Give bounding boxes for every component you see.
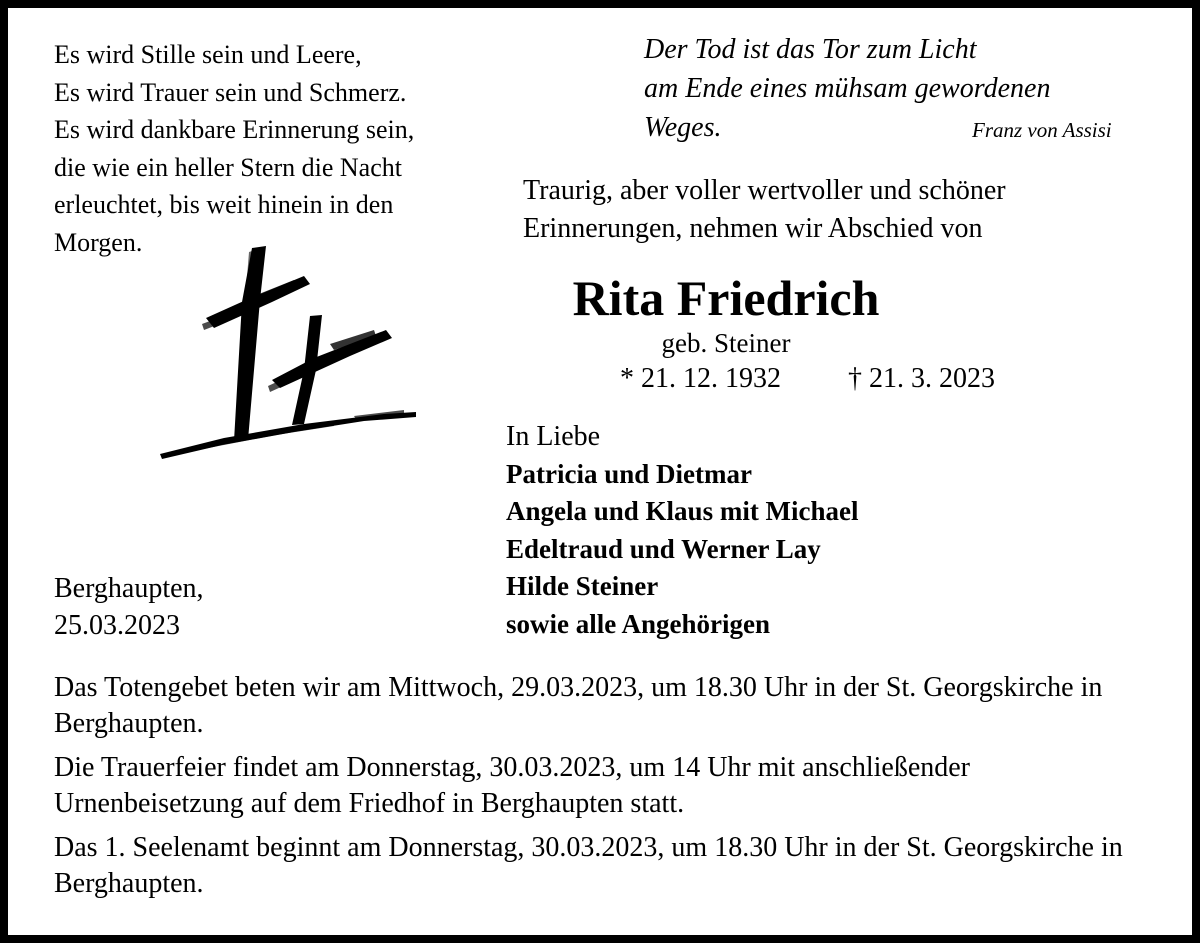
poem-line: die wie ein heller Stern die Nacht [54, 152, 402, 182]
mourners [506, 418, 1006, 643]
intro-line: Erinnerungen, nehmen wir Abschied von [523, 213, 983, 244]
intro-line: Traurig, aber voller wertvoller und schöner [523, 175, 1006, 206]
quote-line: am Ende eines mühsam gewordenen [644, 73, 1051, 104]
mourner-family: Patricia und Dietmar [506, 458, 752, 489]
mourner-family: Hilde Steiner [506, 571, 659, 601]
poem-line: Morgen. [54, 227, 143, 257]
mourners-intro: In Liebe [506, 421, 601, 452]
poem-line: Es wird dankbare Erinnerung sein, [54, 115, 415, 144]
mourner-family: sowie alle Angehörigen [506, 608, 770, 639]
mourner-family: Edeltraud und Werner Lay [506, 533, 821, 564]
obituary-notice [8, 8, 1192, 935]
quote-author: Franz von Assisi [972, 118, 1112, 142]
poem-line: Es wird Stille sein und Leere, [54, 40, 362, 69]
notice-paragraph: Das Totengebet beten wir am Mittwoch, 29.03.2023, um 18.30 Uhr in der St. Georgskirche in Berghaupten. [54, 672, 1103, 739]
place-town: Berghaupten, [54, 573, 204, 604]
notice-date: 25.03.2023 [54, 610, 180, 641]
mourner-family: Angela und Klaus mit Michael [506, 496, 859, 526]
place-date [54, 570, 354, 644]
notice-paragraph: Die Trauerfeier findet am Donnerstag, 30.03.2023, um 14 Uhr mit anschließender Urnenbeisetzung auf dem Friedhof in Berghaupten statt. [54, 752, 971, 819]
quote [644, 30, 1164, 147]
maiden-name: geb. Steiner [661, 328, 791, 358]
birth-date: * 21. 12. 1932 [620, 363, 781, 394]
life-dates [620, 361, 1040, 397]
intro-text [523, 172, 1183, 248]
quote-line: Der Tod ist das Tor zum Licht [644, 34, 977, 65]
service-notices [54, 670, 1164, 910]
deceased-name: Rita Friedrich [572, 270, 880, 326]
death-date: † 21. 3. 2023 [848, 363, 995, 394]
poem-line: Es wird Trauer sein und Schmerz. [54, 77, 407, 107]
crosses-icon [154, 240, 424, 465]
poem-line: erleuchtet, bis weit hinein in den [54, 190, 394, 219]
poem [54, 36, 524, 261]
notice-paragraph: Das 1. Seelenamt beginnt am Donnerstag, 30.03.2023, um 18.30 Uhr in der St. Georgskirche in Berghaupten. [54, 832, 1123, 899]
quote-line: Weges. [644, 112, 722, 143]
